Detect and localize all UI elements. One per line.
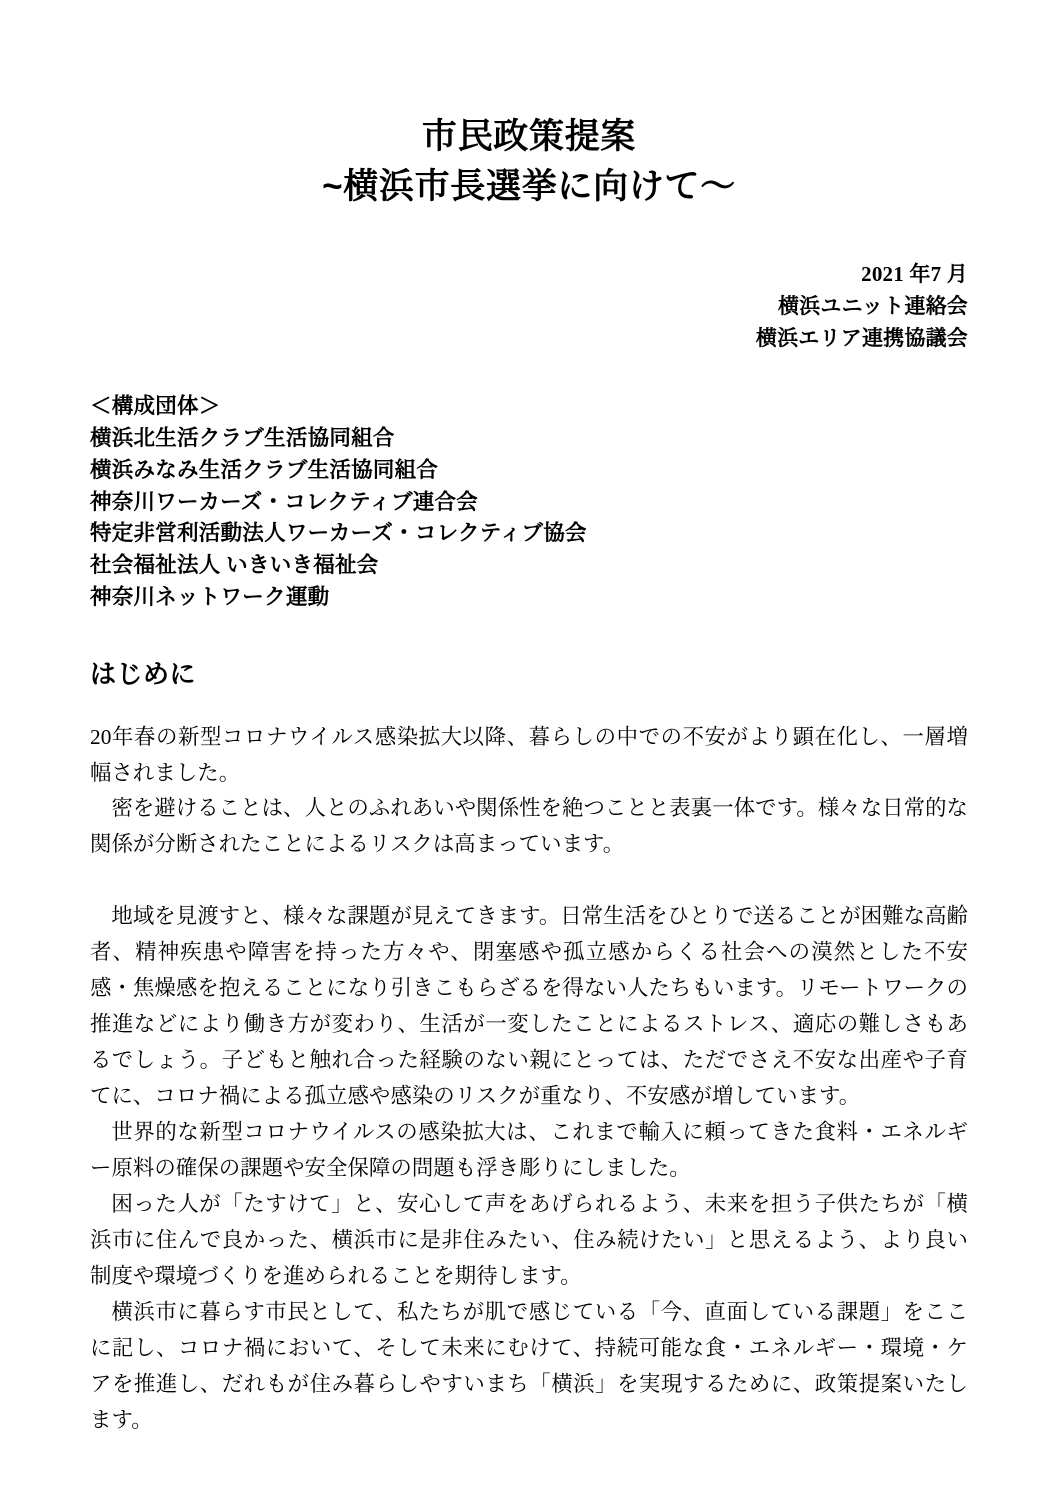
issuing-organization-2: 横浜エリア連携協議会 — [755, 326, 968, 351]
body-paragraph: 地域を見渡すと、様々な課題が見えてきます。日常生活をひとりで送ることが困難な高齢者、精神疾患や障害を持った方々や、閉塞感や孤立感からくる社会への漠然とした不安感・焦燥感を抱えることになり引きこもらざるを得ない人たちもいます。リモートワークの推進などにより働き方が変わり、生活が一変したことによるストレス、適応の難しさもあるでしょう。子どもと触れ合った経験のない親にとっては、ただでさえ不安な出産や子育てに、コロナ禍による孤立感や感染のリスクが重なり、不安感が増しています。 — [90, 904, 968, 1109]
body-paragraph: 横浜市に暮らす市民として、私たちが肌で感じている「今、直面している課題」をここに記し、コロナ禍において、そして未来にむけて、持続可能な食・エネルギー・環境・ケアを推進し、だれもが住み暮らしやすいまち「横浜」を実現するために、政策提案いたします。 — [90, 1299, 968, 1432]
member-organization-item: 横浜北生活クラブ生活協同組合 — [90, 425, 395, 450]
body-paragraph: 困った人が「たすけて」と、安心して声をあげられるよう、未来を担う子供たちが「横浜市に住んで良かった、横浜市に是非住みたい、住み続けたい」と思えるよう、より良い制度や環境づくりを進められることを期待します。 — [90, 1192, 968, 1288]
member-organizations-heading: ＜構成団体＞ — [90, 394, 221, 419]
member-organization-item: 横浜みなみ生活クラブ生活協同組合 — [90, 457, 439, 482]
member-organization-item: 神奈川ネットワーク運動 — [90, 584, 330, 609]
issuing-organization-1: 横浜ユニット連絡会 — [777, 294, 968, 319]
document-meta-block — [90, 259, 968, 355]
paragraph-spacer — [90, 863, 968, 899]
publication-date: 2021 年7 月 — [861, 262, 968, 287]
member-organization-item: 神奈川ワーカーズ・コレクティブ連合会 — [90, 489, 478, 514]
section-heading-introduction: はじめに — [90, 658, 197, 689]
body-paragraph: 密を避けることは、人とのふれあいや関係性を絶つことと表裏一体です。様々な日常的な関係が分断されたことによるリスクは高まっています。 — [90, 796, 968, 857]
page-title-line-2: ~横浜市長選挙に向けて～ — [322, 166, 736, 206]
section-body-introduction — [90, 720, 968, 1439]
page-title-line-1: 市民政策提案 — [421, 117, 637, 156]
body-paragraph: 20年春の新型コロナウイルス感染拡大以降、暮らしの中での不安がより顕在化し、一層増幅されました。 — [90, 724, 968, 785]
member-organizations-block — [90, 391, 968, 614]
member-organization-item: 特定非営利活動法人ワーカーズ・コレクティブ協会 — [90, 521, 587, 546]
document-title-block — [90, 0, 968, 211]
member-organization-item: 社会福祉法人 いきいき福祉会 — [90, 553, 379, 578]
body-paragraph: 世界的な新型コロナウイルスの感染拡大は、これまで輸入に頼ってきた食料・エネルギー原料の確保の課題や安全保障の問題も浮き彫りにしました。 — [90, 1120, 968, 1181]
